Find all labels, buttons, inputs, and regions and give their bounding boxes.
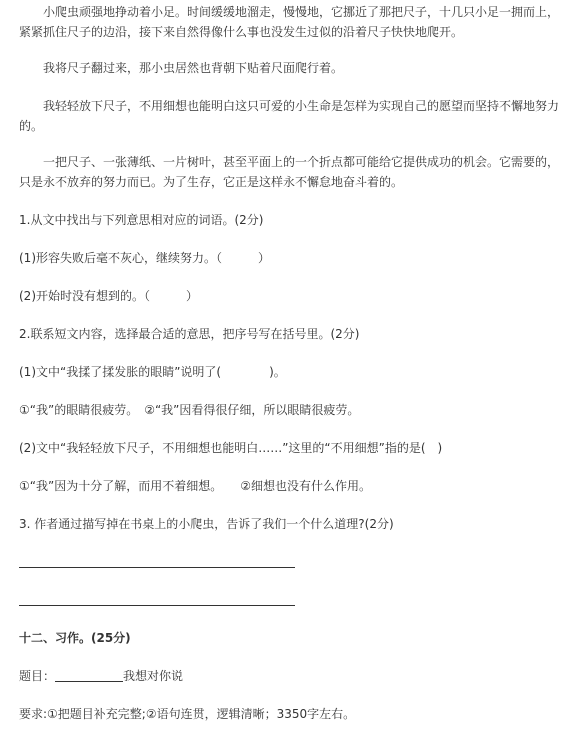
passage-paragraph-3: 我轻轻放下尺子，不用细想也能明白这只可爱的小生命是怎样为实现自己的愿望而坚持不懈地努力的。	[19, 99, 560, 133]
question-2-stem: 2.联系短文内容，选择最合适的意思，把序号写在括号里。(2分)	[19, 327, 360, 341]
section-12-heading: 十二、习作。(25分)	[19, 631, 131, 645]
question-2-item-1-options: ①“我”的眼睛很疲劳。 ②“我”因看得很仔细，所以眼睛很疲劳。	[19, 403, 360, 417]
question-1-item-1: (1)形容失败后毫不灰心，继续努力。（ ）	[19, 251, 270, 265]
question-3-stem: 3. 作者通过描写掉在书桌上的小爬虫，告诉了我们一个什么道理?(2分)	[19, 517, 394, 531]
question-2-item-2-options: ①“我”因为十分了解，而用不着细想。 ②细想也没有什么作用。	[19, 479, 371, 493]
question-2-item-1: (1)文中“我揉了揉发胀的眼睛”说明了( )。	[19, 365, 286, 379]
question-1-item-2: (2)开始时没有想到的。（ ）	[19, 289, 198, 303]
essay-title-blank[interactable]	[55, 668, 123, 682]
passage-paragraph-1: 小爬虫顽强地挣动着小足。时间缓缓地溜走，慢慢地，它挪近了那把尺子，十几只小足一拥而上，紧紧抓住尺子的边沿，接下来自然得像什么事也没发生过似的沿着尺子快快地爬开。	[19, 5, 560, 39]
passage-paragraph-4: 一把尺子、一张薄纸、一片树叶，甚至平面上的一个折点都可能给它提供成功的机会。它需要的，只是永不放弃的努力而已。为了生存，它正是这样永不懈怠地奋斗着的。	[19, 155, 560, 189]
question-1-stem: 1.从文中找出与下列意思相对应的词语。(2分)	[19, 213, 264, 227]
answer-line-1[interactable]	[19, 567, 295, 568]
essay-title-suffix: 我想对你说	[123, 669, 184, 683]
essay-title-prefix: 题目：	[19, 669, 56, 683]
passage-paragraph-2: 我将尺子翻过来，那小虫居然也背朝下贴着尺面爬行着。	[43, 61, 344, 75]
essay-title-line	[19, 666, 564, 686]
answer-line-2[interactable]	[19, 605, 295, 606]
essay-requirements: 要求:①把题目补充完整;②语句连贯，逻辑清晰；3350字左右。	[19, 707, 356, 721]
question-2-item-2: (2)文中“我轻轻放下尺子，不用细想也能明白……”这里的“不用细想”指的是( )	[19, 441, 443, 455]
